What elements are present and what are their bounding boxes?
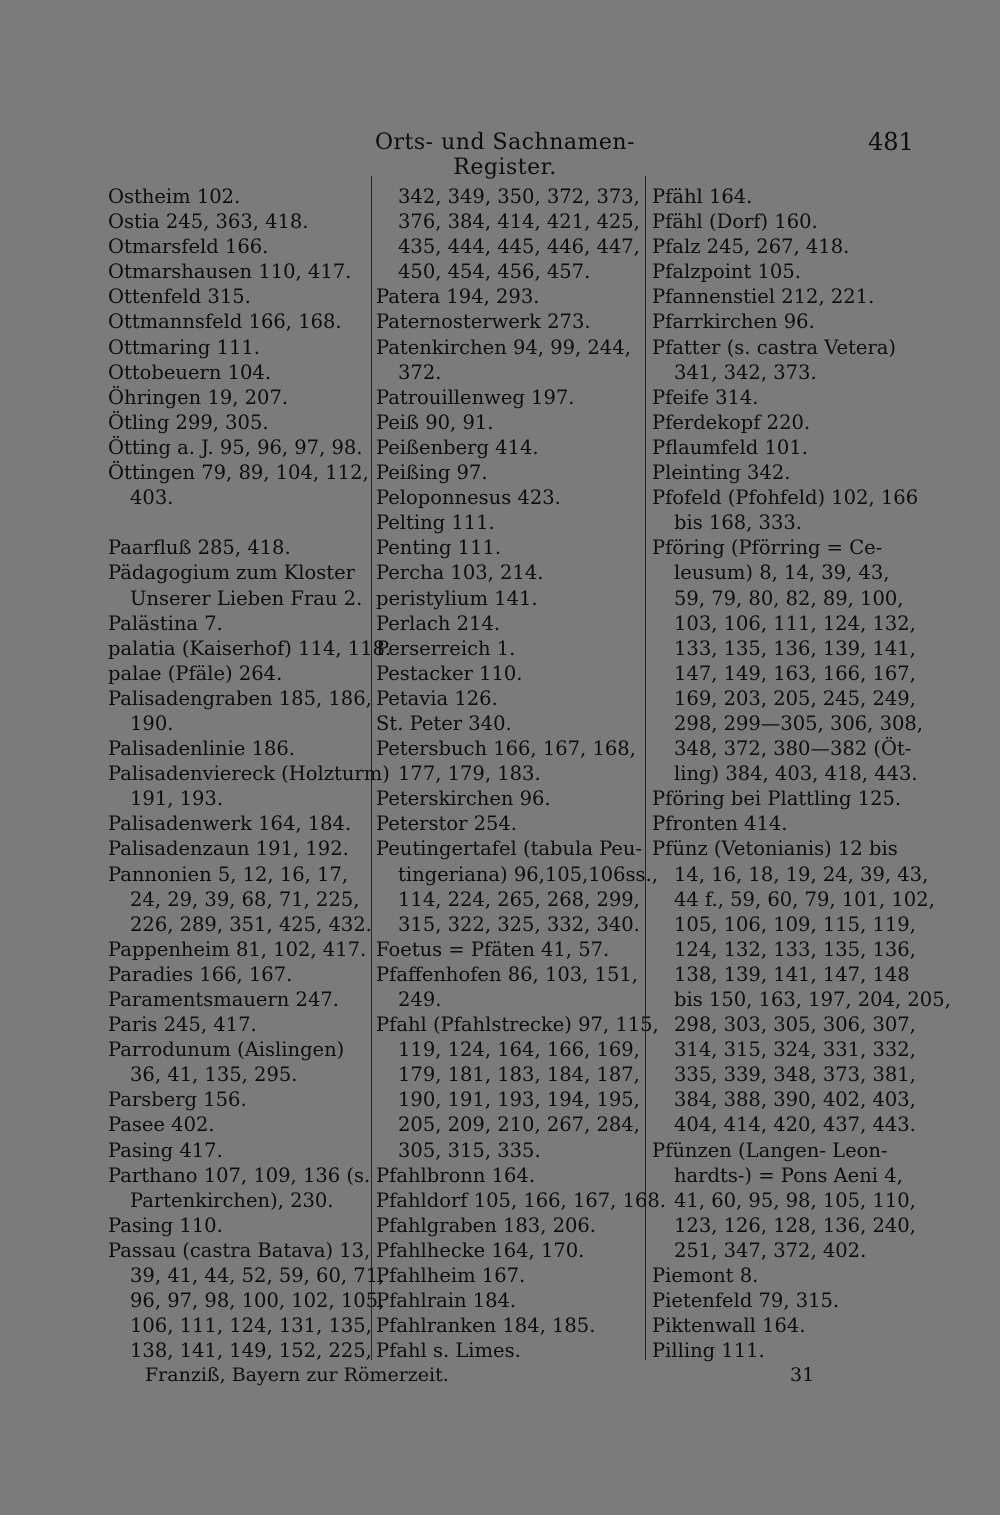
index-entry-line: 335, 339, 348, 373, 381, [674, 1063, 916, 1087]
page-title: Orts- und Sachnamen-Register. [375, 130, 635, 180]
index-entry-line: Peterskirchen 96. [376, 787, 551, 811]
index-entry-line: Pfähl 164. [652, 185, 753, 208]
index-entry-line: Pasee 402. [108, 1113, 215, 1137]
index-entry-line: 179, 181, 183, 184, 187, [398, 1063, 640, 1087]
index-entry-line: Pfaffenhofen 86, 103, 151, [376, 962, 638, 986]
index-entry-line: Palisadenzaun 191, 192. [108, 837, 349, 861]
index-entry-line: palatia (Kaiserhof) 114, 118. [108, 636, 392, 660]
index-entry-line: Parrodunum (Aislingen) [108, 1038, 345, 1062]
sheet-signature: 31 [790, 1364, 815, 1386]
index-entry-line: bis 150, 163, 197, 204, 205, [674, 988, 951, 1011]
index-entry-line: Öhringen 19, 207. [108, 385, 289, 409]
index-entry-line: Patrouillenweg 197. [376, 385, 575, 409]
index-entry-line: Peloponnesus 423. [376, 486, 561, 510]
footer-text: Franziß, Bayern zur Römerzeit. [145, 1364, 449, 1386]
index-entry-line: Paradies 166, 167. [108, 962, 293, 986]
index-entry-line: peristylium 141. [376, 586, 538, 610]
index-entry-line: 298, 299—305, 306, 308, [674, 711, 923, 735]
index-entry-line: Pflaumfeld 101. [652, 435, 808, 459]
index-entry-line: Perlach 214. [376, 611, 501, 635]
index-entry-line: Paris 245, 417. [108, 1013, 257, 1037]
index-entry-line: Pelting 111. [376, 511, 495, 535]
index-entry-line: Pestacker 110. [376, 661, 523, 685]
index-column-middle [376, 184, 666, 1363]
index-entry-line: Ottmaring 111. [108, 335, 260, 359]
index-entry-line: Pfronten 414. [652, 812, 788, 836]
index-entry-line: Parsberg 156. [108, 1088, 247, 1112]
index-entry-line: 384, 388, 390, 402, 403, [674, 1088, 916, 1112]
index-entry-line: Pföring bei Plattling 125. [652, 787, 902, 811]
index-entry-line: Peterstor 254. [376, 812, 518, 836]
index-entry-line: Palisadenviereck (Holzturm) [108, 762, 390, 786]
index-entry-line: Pfatter (s. castra Vetera) [652, 335, 897, 359]
index-entry-line: Ottmannsfeld 166, 168. [108, 310, 342, 334]
index-entry-line: 147, 149, 163, 166, 167, [674, 661, 916, 685]
index-entry-line: tingeriana) 96,105,106ss., [398, 862, 658, 886]
index-entry-line: Palisadenwerk 164, 184. [108, 812, 352, 836]
index-entry-line: 14, 16, 18, 19, 24, 39, 43, [674, 862, 929, 886]
index-entry-line: 190. [130, 711, 174, 735]
index-entry-line: 305, 315, 335. [398, 1138, 541, 1162]
index-entry-line: Pfahl (Pfahlstrecke) 97, 115, [376, 1013, 659, 1037]
index-entry-line: Pfahlheim 167. [376, 1264, 526, 1288]
index-entry-line: Passau (castra Batava) 13, [108, 1238, 371, 1262]
index-entry-line: Peißing 97. [376, 461, 488, 485]
index-entry-line: 403. [130, 486, 174, 510]
index-entry-line: Peißenberg 414. [376, 435, 539, 459]
index-entry-line: Pfahl s. Limes. [376, 1339, 521, 1363]
index-entry-line: 138, 141, 149, 152, 225, [130, 1339, 372, 1363]
index-entry-line: Paternosterwerk 273. [376, 310, 591, 334]
index-entry-line: Ottobeuern 104. [108, 360, 272, 384]
index-entry-line: Piemont 8. [652, 1264, 759, 1288]
index-entry-line: Patenkirchen 94, 99, 244, [376, 335, 631, 359]
index-entry-line: 106, 111, 124, 131, 135, [130, 1314, 372, 1338]
index-entry-line: 114, 224, 265, 268, 299, [398, 887, 640, 911]
index-column-right [652, 184, 951, 1363]
index-entry-line: 226, 289, 351, 425, 432. [130, 912, 372, 936]
index-entry-line: Peiß 90, 91. [376, 410, 494, 434]
index-entry-line: Pappenheim 81, 102, 417. [108, 937, 367, 961]
index-entry-line: 376, 384, 414, 421, 425, [398, 210, 640, 234]
index-entry-line: 314, 315, 324, 331, 332, [674, 1038, 916, 1062]
index-entry-line: Pferdekopf 220. [652, 410, 811, 434]
index-entry-line [108, 510, 370, 535]
index-entry-line: 169, 203, 205, 245, 249, [674, 686, 916, 710]
index-entry-line: 133, 135, 136, 139, 141, [674, 636, 916, 660]
index-entry-line: 298, 303, 305, 306, 307, [674, 1013, 916, 1037]
index-entry-line: Partenkirchen), 230. [130, 1188, 334, 1212]
index-column-left [108, 184, 392, 1363]
index-entry-line: Penting 111. [376, 536, 502, 560]
index-entry-line: 39, 41, 44, 52, 59, 60, 71, [130, 1264, 385, 1288]
index-entry-line: Pfahlranken 184, 185. [376, 1314, 596, 1338]
index-entry-line: Pfarrkirchen 96. [652, 310, 815, 334]
index-entry-line: 435, 444, 445, 446, 447, [398, 235, 640, 259]
index-entry-line: Pfalzpoint 105. [652, 260, 801, 284]
index-entry-line: 342, 349, 350, 372, 373, [398, 185, 640, 208]
index-entry-line: Pfannenstiel 212, 221. [652, 285, 875, 309]
index-entry-line: Pfünz (Vetonianis) 12 bis [652, 837, 898, 861]
index-entry-line: bis 168, 333. [674, 511, 802, 535]
index-entry-line: Ötling 299, 305. [108, 410, 269, 434]
index-entry-line: Palisadengraben 185, 186, [108, 686, 372, 710]
index-entry-line: Pleinting 342. [652, 461, 791, 485]
index-entry-line: 205, 209, 210, 267, 284, [398, 1113, 640, 1137]
index-entry-line: 41, 60, 95, 98, 105, 110, [674, 1188, 916, 1212]
index-entry-line: 44 f., 59, 60, 79, 101, 102, [674, 887, 935, 911]
index-entry-line: Pasing 417. [108, 1138, 223, 1162]
index-entry-line: Pfalz 245, 267, 418. [652, 235, 850, 259]
index-entry-line: 123, 126, 128, 136, 240, [674, 1213, 916, 1237]
column-divider [645, 176, 646, 1360]
index-entry-line: Pföring (Pförring = Ce- [652, 536, 883, 560]
index-entry-line: Pfofeld (Pfohfeld) 102, 166 [652, 486, 919, 510]
index-entry-line: Ötting a. J. 95, 96, 97, 98. [108, 435, 363, 459]
index-entry-line: 315, 322, 325, 332, 340. [398, 912, 640, 936]
index-entry-line: 249. [398, 988, 442, 1011]
index-entry-line: 404, 414, 420, 437, 443. [674, 1113, 916, 1137]
index-entry-line: Parthano 107, 109, 136 (s. [108, 1163, 371, 1187]
index-entry-line: palae (Pfäle) 264. [108, 661, 283, 685]
index-entry-line: 177, 179, 183. [398, 762, 541, 786]
index-entry-line: Pfünzen (Langen- Leon- [652, 1138, 888, 1162]
index-entry-line: Otmarsfeld 166. [108, 235, 269, 259]
index-entry-line: Pfahlbronn 164. [376, 1163, 536, 1187]
index-entry-line: St. Peter 340. [376, 711, 512, 735]
index-entry-line: 59, 79, 80, 82, 89, 100, [674, 586, 904, 610]
index-entry-line: Pilling 111. [652, 1339, 765, 1363]
index-entry-line: Unserer Lieben Frau 2. [130, 586, 363, 610]
index-entry-line: 96, 97, 98, 100, 102, 105, [130, 1289, 385, 1313]
index-entry-line: Pfahlhecke 164, 170. [376, 1238, 585, 1262]
index-entry-line: 103, 106, 111, 124, 132, [674, 611, 916, 635]
index-entry-line: 348, 372, 380—382 (Öt- [674, 737, 912, 761]
index-entry-line: 119, 124, 164, 166, 169, [398, 1038, 640, 1062]
index-entry-line: Pädagogium zum Kloster [108, 561, 355, 585]
index-entry-line: 450, 454, 456, 457. [398, 260, 591, 284]
index-entry-line: Paramentsmauern 247. [108, 988, 339, 1011]
index-entry-line: 251, 347, 372, 402. [674, 1238, 867, 1262]
index-entry-line: Percha 103, 214. [376, 561, 544, 585]
index-entry-line: Ostia 245, 363, 418. [108, 210, 309, 234]
index-entry-line: Petavia 126. [376, 686, 498, 710]
index-entry-line: ling) 384, 403, 418, 443. [674, 762, 918, 786]
index-entry-line: 138, 139, 141, 147, 148 [674, 962, 910, 986]
index-entry-line: Palästina 7. [108, 611, 223, 635]
index-entry-line: 105, 106, 109, 115, 119, [674, 912, 916, 936]
index-entry-line: 190, 191, 193, 194, 195, [398, 1088, 640, 1112]
index-entry-line: Patera 194, 293. [376, 285, 540, 309]
index-entry-line: Petersbuch 166, 167, 168, [376, 737, 636, 761]
index-entry-line: 36, 41, 135, 295. [130, 1063, 298, 1087]
index-entry-line: Foetus = Pfäten 41, 57. [376, 937, 610, 961]
index-entry-line: Palisadenlinie 186. [108, 737, 295, 761]
index-entry-line: Pfahlrain 184. [376, 1289, 517, 1313]
index-entry-line: Pietenfeld 79, 315. [652, 1289, 840, 1313]
index-entry-line: Pasing 110. [108, 1213, 223, 1237]
index-entry-line: hardts-) = Pons Aeni 4, [674, 1163, 903, 1187]
index-entry-line: Pfahldorf 105, 166, 167, 168. [376, 1188, 666, 1212]
index-entry-line: 24, 29, 39, 68, 71, 225, [130, 887, 360, 911]
index-entry-line: Otmarshausen 110, 417. [108, 260, 352, 284]
index-entry-line: Pannonien 5, 12, 16, 17, [108, 862, 349, 886]
index-entry-line: Öttingen 79, 89, 104, 112, [108, 461, 369, 485]
index-entry-line: Pfähl (Dorf) 160. [652, 210, 818, 234]
index-entry-line: Paarfluß 285, 418. [108, 536, 291, 560]
index-entry-line: 124, 132, 133, 135, 136, [674, 937, 916, 961]
index-entry-line: Pfahlgraben 183, 206. [376, 1213, 597, 1237]
index-entry-line: 372. [398, 360, 442, 384]
index-entry-line: 191, 193. [130, 787, 224, 811]
index-entry-line: leusum) 8, 14, 39, 43, [674, 561, 890, 585]
index-entry-line: Peutingertafel (tabula Peu- [376, 837, 643, 861]
index-entry-line: 341, 342, 373. [674, 360, 817, 384]
index-entry-line: Perserreich 1. [376, 636, 516, 660]
index-entry-line: Pfeife 314. [652, 385, 759, 409]
index-entry-line: Ostheim 102. [108, 185, 241, 208]
page-number: 481 [868, 128, 914, 156]
index-entry-line: Piktenwall 164. [652, 1314, 806, 1338]
index-entry-line: Ottenfeld 315. [108, 285, 251, 309]
